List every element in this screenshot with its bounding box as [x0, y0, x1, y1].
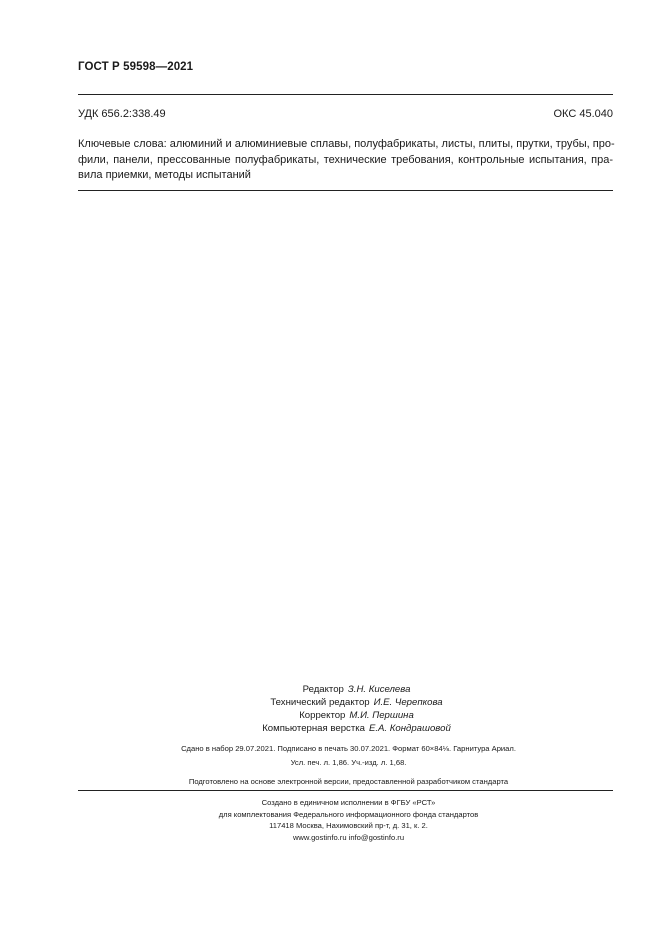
publisher-divider [78, 790, 613, 791]
staff-technical-editor [52, 696, 661, 709]
keywords-line: вила приемки, методы испытаний [78, 169, 251, 181]
staff-name: И.Е. Черепкова [373, 697, 443, 708]
publisher-contacts: www.gostinfo.ru info@gostinfo.ru [292, 832, 405, 842]
standard-number: ГОСТ Р 59598—2021 [78, 61, 194, 73]
staff-layout [52, 722, 661, 735]
editorial-staff [0, 683, 661, 735]
staff-role: Технический редактор [270, 697, 370, 708]
publisher-line: 117418 Москва, Нахимовский пр-т, д. 31, к. 2. [269, 821, 428, 830]
staff-role: Компьютерная верстка [262, 723, 365, 734]
publisher-block [0, 797, 661, 843]
header-divider [78, 94, 613, 95]
publisher-line: для комплектования Федерального информационного фонда стандартов [218, 809, 479, 819]
staff-name: Е.А. Кондрашовой [368, 723, 451, 734]
prepared-note: Подготовлено на основе электронной версии, предоставленной разработчиком стандарта [188, 777, 509, 786]
staff-role: Редактор [302, 684, 344, 695]
staff-corrector [52, 709, 661, 722]
udc-code: УДК 656.2:338.49 [78, 108, 166, 120]
keywords-line: Ключевые слова: алюминий и алюминиевые сплавы, полуфабрикаты, листы, плиты, прутки, трубы, про- [78, 138, 615, 150]
print-info-line: Сдано в набор 29.07.2021. Подписано в печать 30.07.2021. Формат 60×84⅛. Гарнитура Ариал. [181, 744, 516, 753]
staff-name: М.И. Першина [349, 710, 414, 721]
keywords-divider [78, 190, 613, 191]
staff-editor [52, 683, 661, 696]
print-info [0, 742, 661, 770]
staff-name: З.Н. Киселева [347, 684, 411, 695]
staff-role: Корректор [299, 710, 346, 721]
print-info-line: Усл. печ. л. 1,86. Уч.-изд. л. 1,68. [290, 758, 407, 767]
keywords-line: фили, панели, прессованные полуфабрикаты, технические требования, контрольные испытания, пра- [78, 153, 613, 166]
oks-code: ОКС 45.040 [553, 108, 613, 120]
publisher-line: Создано в единичном исполнении в ФГБУ «РСТ» [261, 798, 436, 807]
keywords-block [78, 137, 613, 184]
